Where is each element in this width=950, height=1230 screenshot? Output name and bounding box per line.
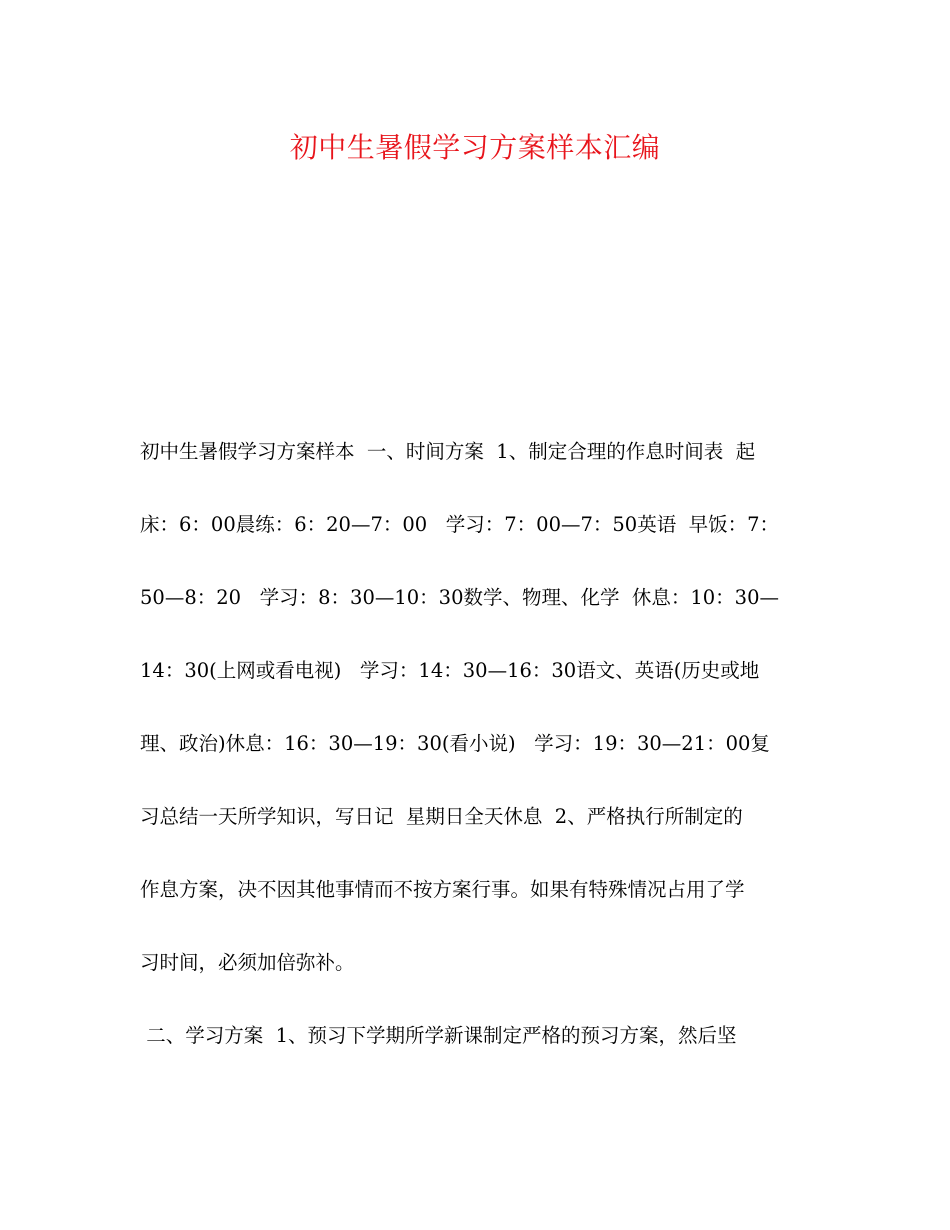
text-line: 作息方案，决不因其他事情而不按方案行事。如果有特殊情况占用了学 [140, 878, 745, 901]
text-line: 理、政治)休息：16：30—19：30(看小说) 学习：19：30—21：00复 [140, 732, 770, 755]
text-line: 50—8：20 学习：8：30—10：30数学、物理、化学 休息：10：30— [140, 586, 779, 609]
text-line: 习总结一天所学知识，写日记 星期日全天休息 2、严格执行所制定的 [140, 805, 743, 828]
text-line: 床：6：00晨练：6：20—7：00 学习：7：00—7：50英语 早饭：7： [140, 513, 779, 536]
document-title: 初中生暑假学习方案样本汇编 [289, 131, 661, 164]
text-line: 14：30(上网或看电视) 学习：14：30—16：30语文、英语(历史或地 [140, 659, 760, 682]
text-line: 二、学习方案 1、预习下学期所学新课制定严格的预习方案，然后坚 [140, 1024, 737, 1047]
text-line: 初中生暑假学习方案样本 一、时间方案 1、制定合理的作息时间表 起 [140, 440, 756, 463]
text-line: 习时间，必须加倍弥补。 [140, 951, 355, 974]
